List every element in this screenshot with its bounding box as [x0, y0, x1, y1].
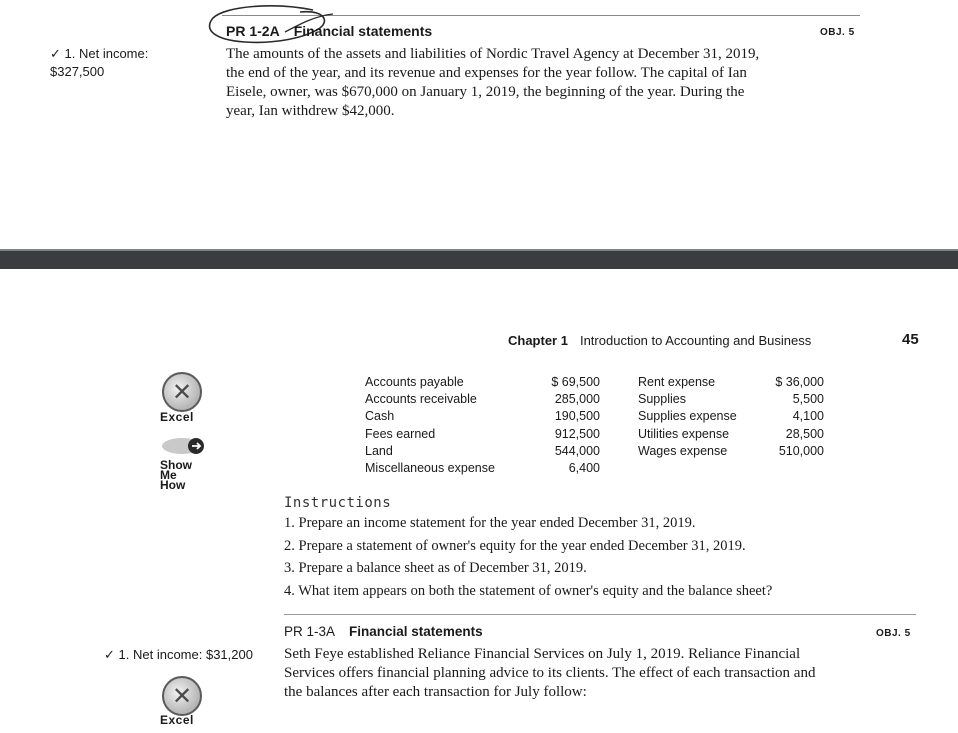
- accounts-right-amounts: [744, 374, 824, 460]
- instruction-item: 4. What item appears on both the statement of owner's equity and the balance sheet?: [284, 582, 773, 599]
- show-me-how-word: Me: [160, 468, 177, 482]
- page-number: 45: [902, 331, 919, 348]
- next-problem-body: [284, 645, 918, 702]
- next-margin-note: [104, 646, 253, 664]
- body-line: year, Ian withdrew $42,000.: [226, 103, 395, 119]
- show-me-how-label: [160, 460, 192, 490]
- body-line: the balances after each transaction for July follow:: [284, 684, 587, 700]
- excel-label: Excel: [160, 410, 194, 424]
- show-me-how-word: Show: [160, 458, 192, 472]
- account-amount: 285,000: [554, 392, 600, 407]
- check-icon: ✓: [104, 647, 115, 662]
- chapter-header: [508, 333, 811, 348]
- next-problem-number: PR 1-3A: [284, 624, 336, 639]
- show-me-how-word: How: [160, 478, 186, 492]
- chapter-title: Introduction to Accounting and Business: [579, 333, 812, 348]
- account-name: Supplies: [638, 392, 686, 407]
- account-amount: $ 69,500: [551, 375, 600, 389]
- next-objective-label: OBJ. 5: [876, 628, 911, 639]
- problem-title: Financial statements: [293, 23, 433, 39]
- excel-icon[interactable]: [162, 676, 202, 716]
- objective-label: OBJ. 5: [820, 27, 855, 38]
- instructions-list: [284, 512, 772, 602]
- instruction-item: 2. Prepare a statement of owner's equity for the year ended December 31, 2019.: [284, 537, 746, 554]
- body-line: The amounts of the assets and liabilities of Nordic Travel Agency at December 31, 2019,: [226, 46, 760, 62]
- problem-heading: [226, 23, 432, 39]
- account-name: Accounts receivable: [365, 392, 477, 407]
- account-amount: 510,000: [778, 443, 824, 458]
- account-amount: 6,400: [568, 461, 600, 476]
- accounts-left-names: [365, 374, 495, 477]
- margin-note: [50, 45, 148, 81]
- account-amount: 5,500: [792, 392, 824, 407]
- account-name: Land: [365, 443, 393, 458]
- margin-value: $327,500: [50, 64, 105, 79]
- accounts-right-names: [638, 374, 737, 460]
- account-amount: 190,500: [554, 409, 600, 424]
- body-line: Eisele, owner, was $670,000 on January 1, 2019, the beginning of the year. During the: [226, 84, 745, 100]
- instructions-heading: Instructions: [284, 495, 392, 511]
- excel-label: Excel: [160, 713, 194, 727]
- body-line: the end of the year, and its revenue and expenses for the year follow. The capital of Ian: [226, 65, 747, 81]
- check-icon: ✓: [50, 46, 61, 61]
- instruction-item: 1. Prepare an income statement for the year ended December 31, 2019.: [284, 515, 696, 531]
- account-name: Rent expense: [638, 375, 716, 389]
- next-problem-heading: [284, 624, 483, 639]
- next-problem-title: Financial statements: [349, 624, 483, 639]
- account-amount: 4,100: [792, 409, 824, 424]
- account-amount: 912,500: [554, 426, 600, 441]
- accounts-left-amounts: [520, 374, 600, 477]
- excel-icon[interactable]: [162, 372, 202, 412]
- section-rule: [284, 614, 916, 615]
- account-name: Supplies expense: [638, 409, 737, 424]
- page-divider-bar: [0, 251, 958, 269]
- account-name: Utilities expense: [638, 426, 730, 441]
- chapter-number: Chapter 1: [508, 333, 568, 348]
- body-line: Seth Feye established Reliance Financial Services on July 1, 2019. Reliance Financial: [284, 646, 801, 662]
- account-amount: $ 36,000: [775, 375, 824, 389]
- show-me-how-icon[interactable]: [160, 437, 208, 455]
- account-name: Fees earned: [365, 426, 436, 441]
- account-name: Miscellaneous expense: [365, 461, 495, 476]
- account-name: Wages expense: [638, 443, 728, 458]
- problem-body: [226, 45, 860, 121]
- account-amount: 28,500: [785, 426, 824, 441]
- account-name: Accounts payable: [365, 375, 464, 389]
- next-margin-text: 1. Net income: $31,200: [118, 647, 253, 662]
- instruction-item: 3. Prepare a balance sheet as of December 31, 2019.: [284, 560, 587, 577]
- body-line: Services offers financial planning advice to its clients. The effect of each transaction and: [284, 665, 816, 681]
- problem-number: PR 1-2A: [226, 23, 280, 39]
- margin-label: 1. Net income:: [64, 46, 149, 61]
- account-name: Cash: [365, 409, 395, 424]
- account-amount: 544,000: [554, 443, 600, 458]
